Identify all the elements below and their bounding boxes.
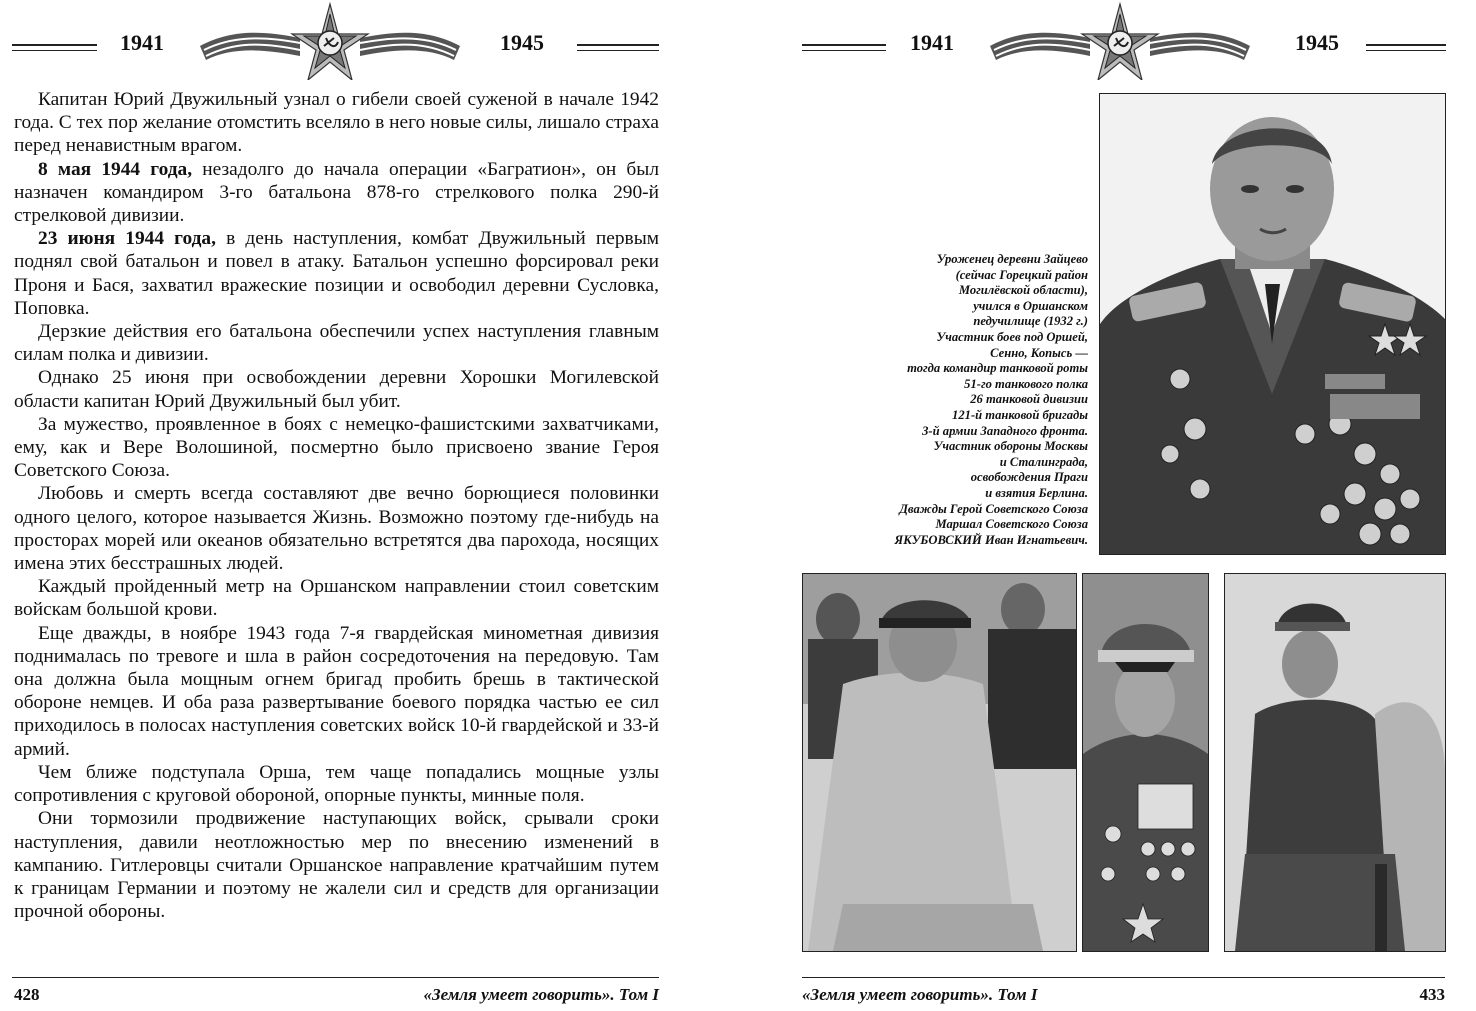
- page-header: [0, 0, 670, 90]
- caption-line: и Сталинграда,: [999, 454, 1088, 469]
- paragraph-text: Чем ближе подступала Орша, тем чаще попадались мощные узлы сопротивления с круговой обороной, опорные пункты, минные поля.: [14, 761, 659, 807]
- header-year-end: 1945: [1295, 30, 1339, 55]
- caption-line: и взятия Берлина.: [985, 485, 1088, 500]
- paragraph-text: Любовь и смерть всегда составляют две вечно борющиеся половинки одного целого, которое называется Жизнь. Возможно поэтому где-нибудь на просторах морей или океанов обязательно встретятся два парохода, носящих имена этих бесстрашных людей.: [14, 483, 659, 575]
- right-page: [790, 0, 1476, 1011]
- paragraph: [14, 482, 659, 575]
- paragraph: [14, 575, 659, 621]
- order-emblem-icon: [990, 0, 1250, 80]
- caption-line: 3-й армии Западного фронта.: [922, 423, 1088, 438]
- paragraph: [14, 158, 659, 228]
- header-rule: [1366, 44, 1446, 51]
- paragraph-text: Они тормозили продвижение наступающих войск, срывали сроки наступления, давили неотложностью мер по внесению изменений в кампанию. Гитлеровцы считали Оршанское направление кратчайшим путем к границам Германии и поэтому не жалели сил и средств для организации прочной обороны.: [14, 808, 659, 923]
- paragraph: [14, 88, 659, 158]
- caption-line: 51-го танкового полка: [964, 376, 1088, 391]
- caption-line: ЯКУБОВСКИЙ Иван Игнатьевич.: [894, 532, 1088, 547]
- book-title: «Земля умеет говорить». Том I: [423, 985, 659, 1004]
- paragraph-text: в день наступления, комбат Двужильный первым поднял свой батальон и повел в атаку. Батальон успешно форсировал реки Проня и Бася, захватил вражеские позиции и освободил деревни Сусловка, Поповка.: [14, 228, 659, 319]
- paragraph-text: Каждый пройденный метр на Оршанском направлении стоил советским войскам большой крови.: [14, 576, 659, 621]
- page-number: 428: [14, 985, 40, 1004]
- paragraph: [14, 622, 659, 761]
- paragraph-date: 8 мая 1944 года,: [38, 158, 193, 180]
- paragraph: [14, 807, 659, 923]
- caption-line: (сейчас Горецкий район: [955, 267, 1088, 282]
- caption-line: Дважды Герой Советского Союза: [899, 501, 1088, 516]
- photo-caption: [830, 252, 1088, 548]
- left-page: [0, 0, 670, 1011]
- paragraph-text: Однако 25 июня при освобождении деревни Хорошки Могилевской области капитан Юрий Двужильный был убит.: [14, 367, 659, 412]
- caption-line: тогда командир танковой роты: [907, 361, 1088, 376]
- paragraph: [14, 366, 659, 412]
- paragraph: [14, 320, 659, 366]
- caption-line: учился в Оршанском: [973, 298, 1088, 313]
- header-year-start: 1941: [910, 30, 954, 55]
- book-title: «Земля умеет говорить». Том I: [802, 985, 1038, 1004]
- footer-rule: [12, 977, 659, 978]
- page-number: 433: [1419, 985, 1445, 1004]
- caption-line: освобождения Праги: [970, 470, 1088, 485]
- caption-line: педучилище (1932 г.): [973, 314, 1088, 329]
- seated-officers-photo: [802, 573, 1077, 952]
- footer-rule: [802, 977, 1445, 978]
- header-rule: [802, 44, 886, 51]
- young-officer-seated-photo: [1224, 573, 1446, 952]
- caption-line: Маршал Советского Союза: [935, 517, 1088, 532]
- caption-line: Участник обороны Москвы: [933, 439, 1088, 454]
- body-text: [14, 88, 659, 923]
- officer-with-medals-photo: [1082, 573, 1209, 952]
- caption-line: 121-й танковой бригады: [952, 407, 1088, 422]
- caption-line: Уроженец деревни Зайцево: [936, 252, 1088, 266]
- paragraph-text: Еще дважды, в ноябре 1943 года 7-я гвардейская минометная дивизия поднималась по тревоге и шла в район сосредоточения на передовую. Там она должна была мощным огнем бригад пробить брешь в тактической обороне немцев. И оба раза развертывание боевого порядка частью ее сил приходилось в полосах наступления советских войск 10-й гвардейской и 33-й армий.: [14, 622, 659, 760]
- header-year-end: 1945: [500, 30, 544, 55]
- caption-line: Участник боев под Оршей,: [936, 329, 1088, 344]
- page-header: [790, 0, 1476, 90]
- paragraph: [14, 413, 659, 483]
- order-emblem-icon: [200, 0, 460, 80]
- paragraph-text: Дерзкие действия его батальона обеспечили успех наступления главным силам полка и дивизии.: [14, 321, 659, 366]
- header-rule: [12, 44, 97, 51]
- paragraph-date: 23 июня 1944 года,: [38, 228, 216, 250]
- header-year-start: 1941: [120, 30, 164, 55]
- caption-line: 26 танковой дивизии: [970, 392, 1088, 407]
- header-rule: [577, 44, 659, 51]
- paragraph: [14, 761, 659, 807]
- paragraph-text: За мужество, проявленное в боях с немецко-фашистскими захватчиками, ему, как и Вере Волошиной, посмертно было присвоено звание Героя Советского Союза.: [14, 413, 659, 482]
- caption-line: Могилёвской области),: [958, 283, 1088, 298]
- paragraph-text: Капитан Юрий Двужильный узнал о гибели своей суженой в начале 1942 года. С тех пор желание отомстить вселяло в него новые силы, лишало страха перед ненавистным врагом.: [14, 89, 659, 157]
- paragraph: [14, 227, 659, 320]
- caption-line: Сенно, Копысь —: [990, 345, 1088, 360]
- paragraph-text: незадолго до начала операции «Багратион», он был назначен командиром 3-го батальона 878-го стрелкового полка 290-й стрелковой дивизии.: [14, 158, 660, 227]
- marshal-portrait-photo: [1099, 93, 1446, 555]
